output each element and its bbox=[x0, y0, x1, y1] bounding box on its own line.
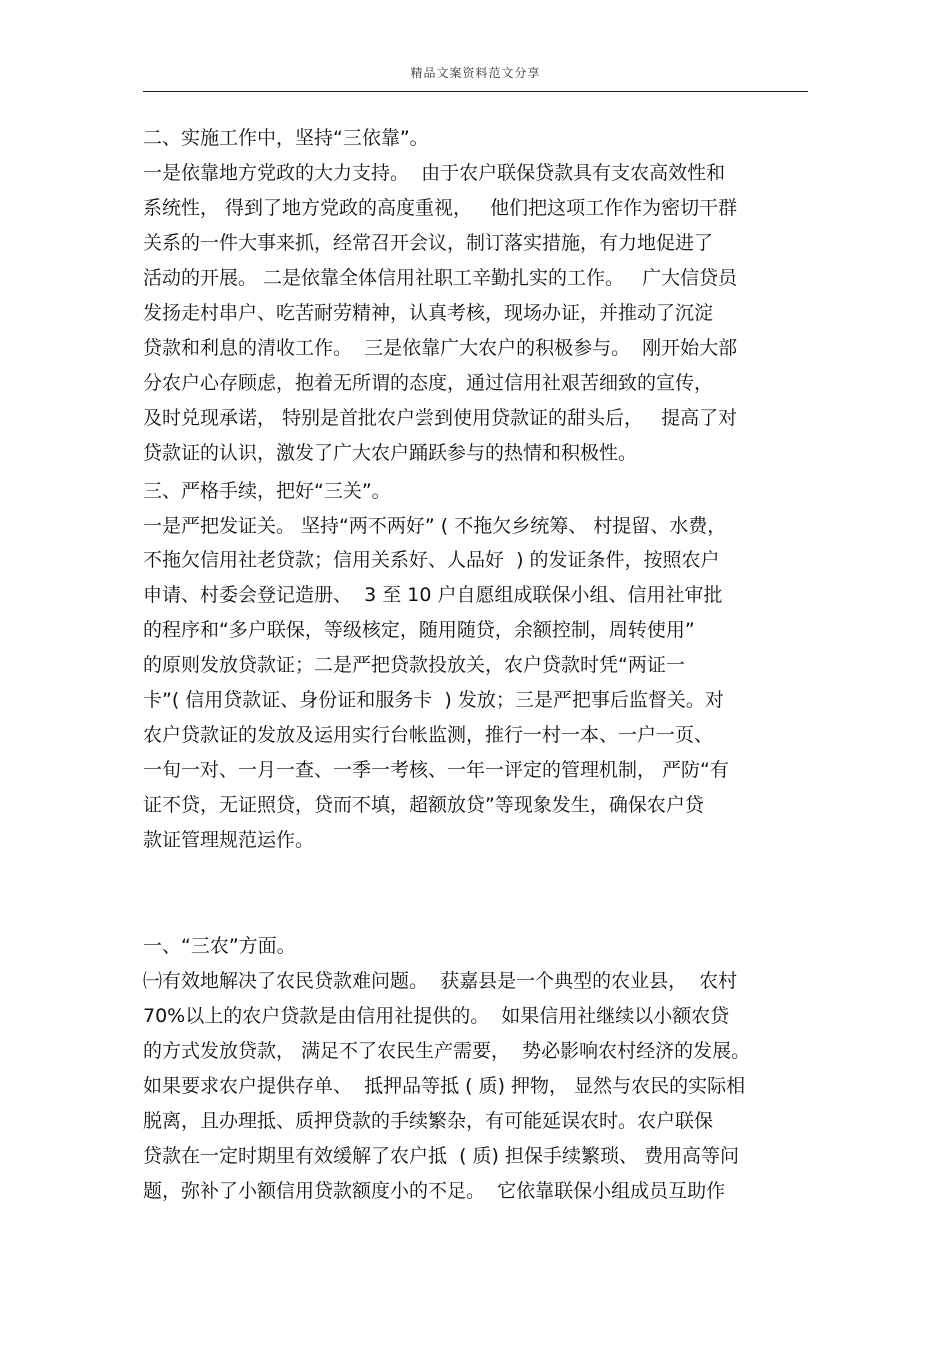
header-divider bbox=[143, 91, 808, 92]
text-line: 题，弥补了小额信用贷款额度小的不足。 它依靠联保小组成员互助作 bbox=[143, 1180, 726, 1202]
text-line: 70%以上的农户贷款是由信用社提供的。 如果信用社继续以小额农贷 bbox=[143, 1005, 730, 1027]
text-line: 的程序和“多户联保，等级核定，随用随贷，余额控制，周转使用” bbox=[143, 619, 695, 641]
text-line: 发扬走村串户、吃苦耐劳精神，认真考核，现场办证，并推动了沉淀 bbox=[143, 302, 714, 324]
text-line: 及时兑现承诺， 特别是首批农户尝到使用贷款证的甜头后， 提高了对 bbox=[143, 407, 738, 429]
text-line: 一是严把发证关。 坚持“两不两好” ( 不拖欠乡统筹、 村提留、水费， bbox=[143, 515, 727, 537]
text-line: 证不贷，无证照贷，贷而不填，超额放贷”等现象发生，确保农户贷 bbox=[143, 794, 704, 816]
text-line: 关系的一件大事来抓，经常召开会议，制订落实措施，有力地促进了 bbox=[143, 232, 714, 254]
section-heading-3: 一、“三农”方面。 bbox=[143, 935, 296, 957]
text-line: 贷款证的认识，激发了广大农户踊跃参与的热情和积极性。 bbox=[143, 442, 638, 464]
text-line: 农户贷款证的发放及运用实行台帐监测，推行一村一本、一户一页、 bbox=[143, 724, 714, 746]
text-line: 活动的开展。 二是依靠全体信用社职工辛勤扎实的工作。 广大信贷员 bbox=[143, 267, 738, 289]
page-header: 精品文案资料范文分享 bbox=[410, 66, 541, 80]
text-line: 的方式发放贷款， 满足不了农民生产需要， 势必影响农村经济的发展。 bbox=[143, 1040, 751, 1062]
text-line: 脱离，且办理抵、质押贷款的手续繁杂，有可能延误农时。农户联保 bbox=[143, 1110, 714, 1132]
text-line: 款证管理规范运作。 bbox=[143, 829, 315, 851]
section-heading-1: 二、实施工作中，坚持“三依靠”。 bbox=[143, 127, 429, 149]
text-line: 的原则发放贷款证；二是严把贷款投放关，农户贷款时凭“两证一 bbox=[143, 654, 685, 676]
text-line: 如果要求农户提供存单、 抵押品等抵 ( 质) 押物， 显然与农民的实际相 bbox=[143, 1075, 746, 1097]
text-line: 一旬一对、一月一查、一季一考核、一年一评定的管理机制， 严防“有 bbox=[143, 759, 729, 781]
text-line: ㈠有效地解决了农民贷款难问题。 获嘉县是一个典型的农业县， 农村 bbox=[143, 970, 738, 992]
text-line: 分农户心存顾虑，抱着无所谓的态度，通过信用社艰苦细致的宣传， bbox=[143, 372, 714, 394]
text-line: 申请、村委会登记造册、 3 至 10 户自愿组成联保小组、信用社审批 bbox=[143, 584, 723, 606]
text-line: 一是依靠地方党政的大力支持。 由于农户联保贷款具有支农高效性和 bbox=[143, 162, 726, 184]
text-line: 系统性， 得到了地方党政的高度重视， 他们把这项工作作为密切干群 bbox=[143, 197, 738, 219]
text-line: 不拖欠信用社老贷款；信用关系好、人品好 ) 的发证条件，按照农户 bbox=[143, 549, 720, 571]
text-line: 贷款在一定时期里有效缓解了农户抵 ( 质) 担保手续繁琐、 费用高等问 bbox=[143, 1145, 740, 1167]
section-heading-2: 三、严格手续，把好“三关”。 bbox=[143, 480, 391, 502]
text-line: 卡”( 信用贷款证、身份证和服务卡 ) 发放；三是严把事后监督关。对 bbox=[143, 689, 724, 711]
text-line: 贷款和利息的清收工作。 三是依靠广大农户的积极参与。 刚开始大部 bbox=[143, 337, 738, 359]
